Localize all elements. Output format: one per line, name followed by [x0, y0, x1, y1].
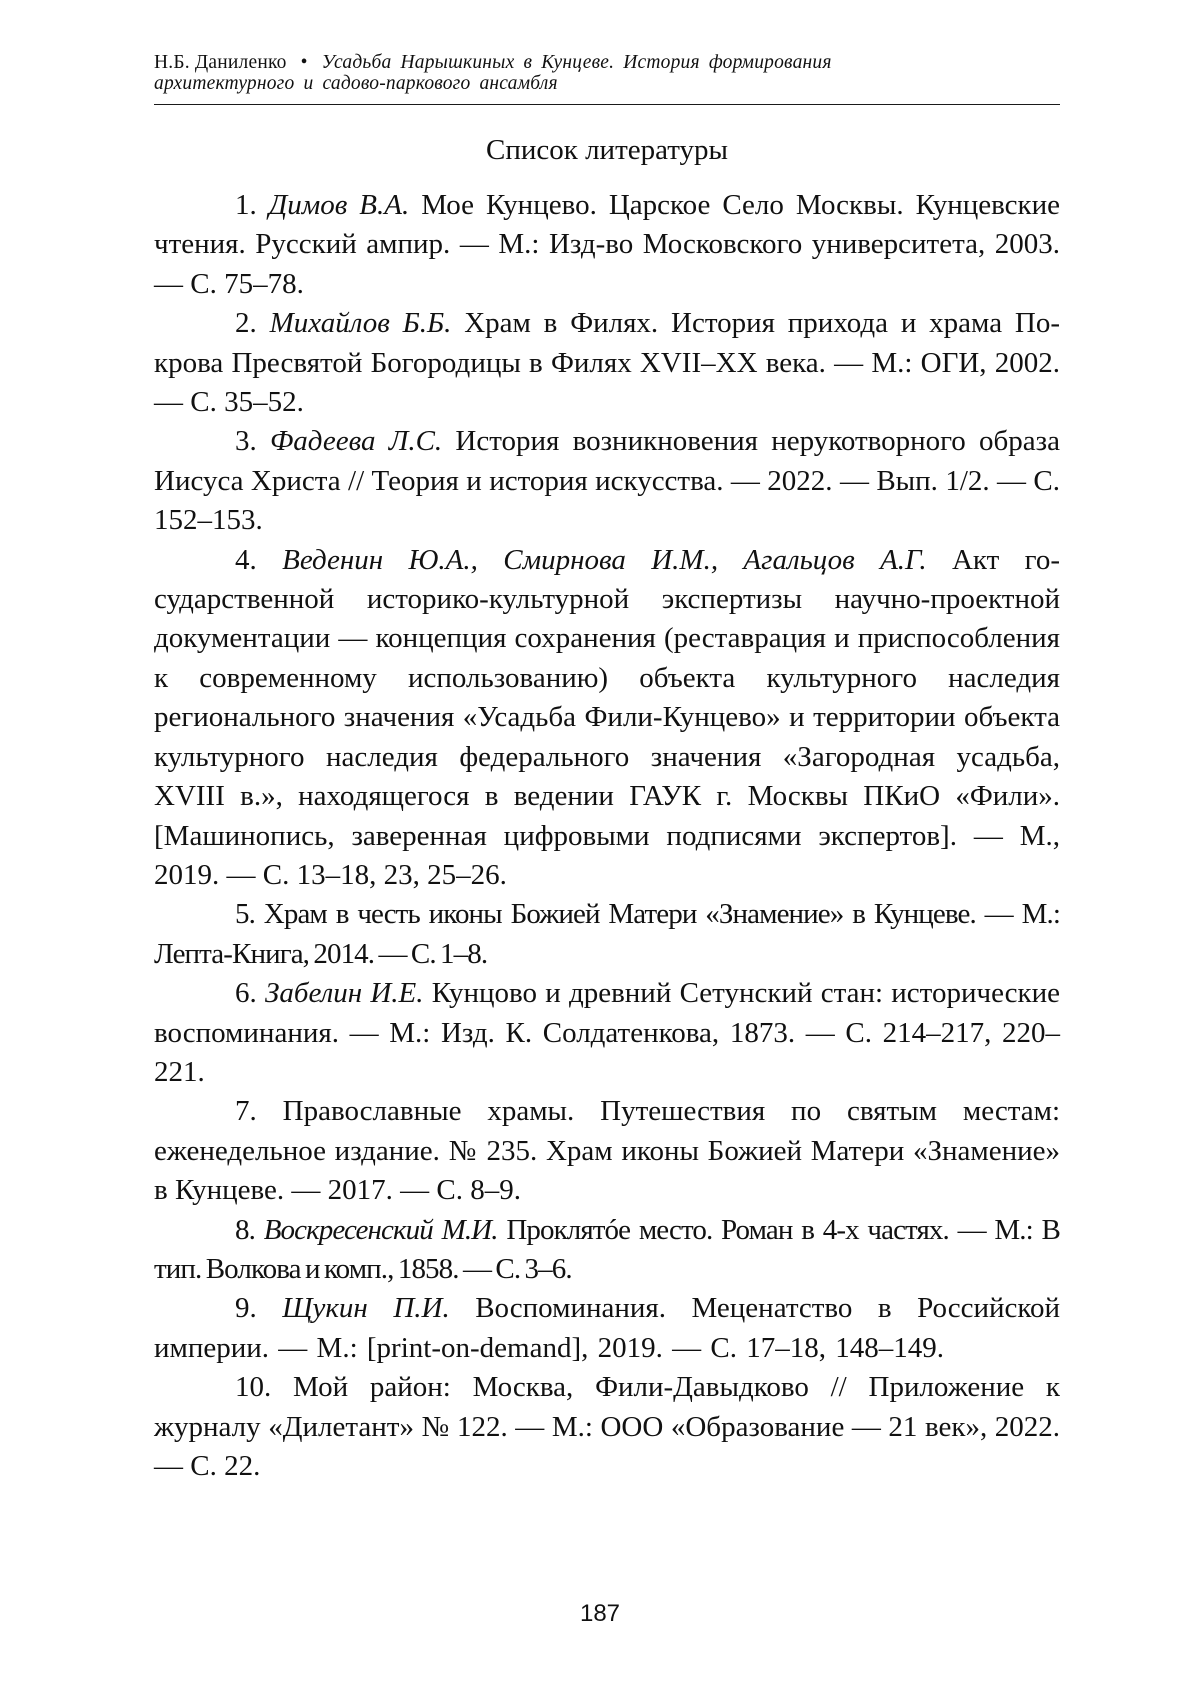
header-rule [154, 104, 1060, 105]
reference-number: 7. [235, 1095, 257, 1128]
reference-text: Храм в Филях. История прихода и храма Покрова Пресвятой Богородицы в Филях XVII–XX века. — М.: ОГИ, 2002. — С. 35–52. [154, 307, 1061, 419]
reference-text: Храм в честь иконы Божией Матери «Знамение» в Кунцеве. — М.: Лепта-Книга, 2014. — С. 1–8. [154, 898, 1060, 970]
running-head-title-line2: архитектурного и садово-паркового ансамбля [154, 73, 558, 94]
reference-item-6 [154, 974, 1060, 1092]
reference-item-1 [154, 186, 1060, 304]
reference-item-5 [154, 895, 1060, 974]
reference-author: Веденин Ю.А., Смирнова И.М., Агальцов А.Г. [282, 543, 927, 576]
reference-text: Мой район: Москва, Фили-Давыдково // Приложение к журналу «Дилетант» № 122. — М.: ООО «Образование — 21 век», 2022. — С. 22. [154, 1371, 1061, 1482]
reference-item-2 [154, 304, 1060, 422]
running-head [154, 52, 1060, 94]
reference-item-7 [154, 1092, 1060, 1210]
reference-number: 3. [235, 425, 257, 458]
reference-author: Димов В.А. [268, 189, 410, 221]
page-number: 187 [579, 1600, 621, 1627]
reference-text: Акт государственной историко-культурной экспертизы научно-проектной документации — концепция сохранения (реставрация и приспособления к современному использованию) объекта культурного наследия регионального значения «Усадьба Фили-Кунцево» и территории объекта культурного наследия федерального значения «Загородная усадьба, XVIII в.», находящегося в ведении ГАУК г. Москвы ПКиО «Фили». [Машинопись, заверенная цифровыми подписями экспертов]. — М., 2019. — С. 13–18, 23, 25–26. [154, 543, 1061, 891]
reference-author: Михайлов Б.Б. [269, 307, 452, 340]
reference-text: Воспоминания. Меценатство в Российской империи. — М.: [print-on-demand], 2019. — С. 17–18, 148–149. [154, 1292, 1060, 1364]
running-head-title-line1: Усадьба Нарышкиных в Кунцеве. История формирования [321, 52, 832, 73]
reference-author: Фадеева Л.С. [269, 425, 443, 458]
reference-item-8 [154, 1211, 1060, 1290]
reference-item-10 [154, 1368, 1060, 1486]
reference-number: 8. [235, 1213, 255, 1246]
reference-number: 2. [235, 307, 257, 340]
section-title: Список литературы [485, 134, 729, 166]
reference-author: Щукин П.И. [282, 1292, 450, 1325]
reference-number: 4. [235, 543, 257, 576]
running-head-separator: • [300, 52, 308, 73]
reference-text: Проклятóе место. Роман в 4-х частях. — М.: В тип. Волкова и комп., 1858. — С. 3–6. [154, 1213, 1060, 1285]
reference-number: 9. [235, 1292, 257, 1325]
reference-text: Кунцово и древний Сетунский стан: исторические воспоминания. — М.: Изд. К. Солдатенкова, 1873. — С. 214–217, 220–221. [154, 977, 1061, 1088]
reference-author: Забелин И.Е. [265, 977, 424, 1010]
running-head-author: Н.Б. Даниленко [154, 52, 287, 73]
reference-text: Православные храмы. Путешествия по святым местам: еженедельное издание. № 235. Храм иконы Божией Матери «Знамение» в Кунцеве. — 2017. — С. 8–9. [154, 1095, 1060, 1207]
reference-author: Воскресенский М.И. [263, 1213, 498, 1246]
reference-item-4 [154, 541, 1060, 896]
reference-number: 1. [235, 189, 257, 221]
reference-number: 6. [235, 977, 257, 1010]
reference-item-9 [154, 1289, 1060, 1368]
reference-number: 5. [235, 898, 255, 931]
reference-text: История возникновения нерукотворного образа Иисуса Христа // Теория и история искусства. — 2022. — Вып. 1/2. — С. 152–153. [154, 425, 1060, 537]
reference-list [154, 186, 1060, 1486]
reference-item-3 [154, 422, 1060, 540]
reference-text: Мое Кунцево. Царское Село Москвы. Кунцевские чтения. Русский ампир. — М.: Изд-во Московского университета, 2003. — С. 75–78. [154, 189, 1061, 300]
reference-number: 10. [235, 1371, 272, 1404]
